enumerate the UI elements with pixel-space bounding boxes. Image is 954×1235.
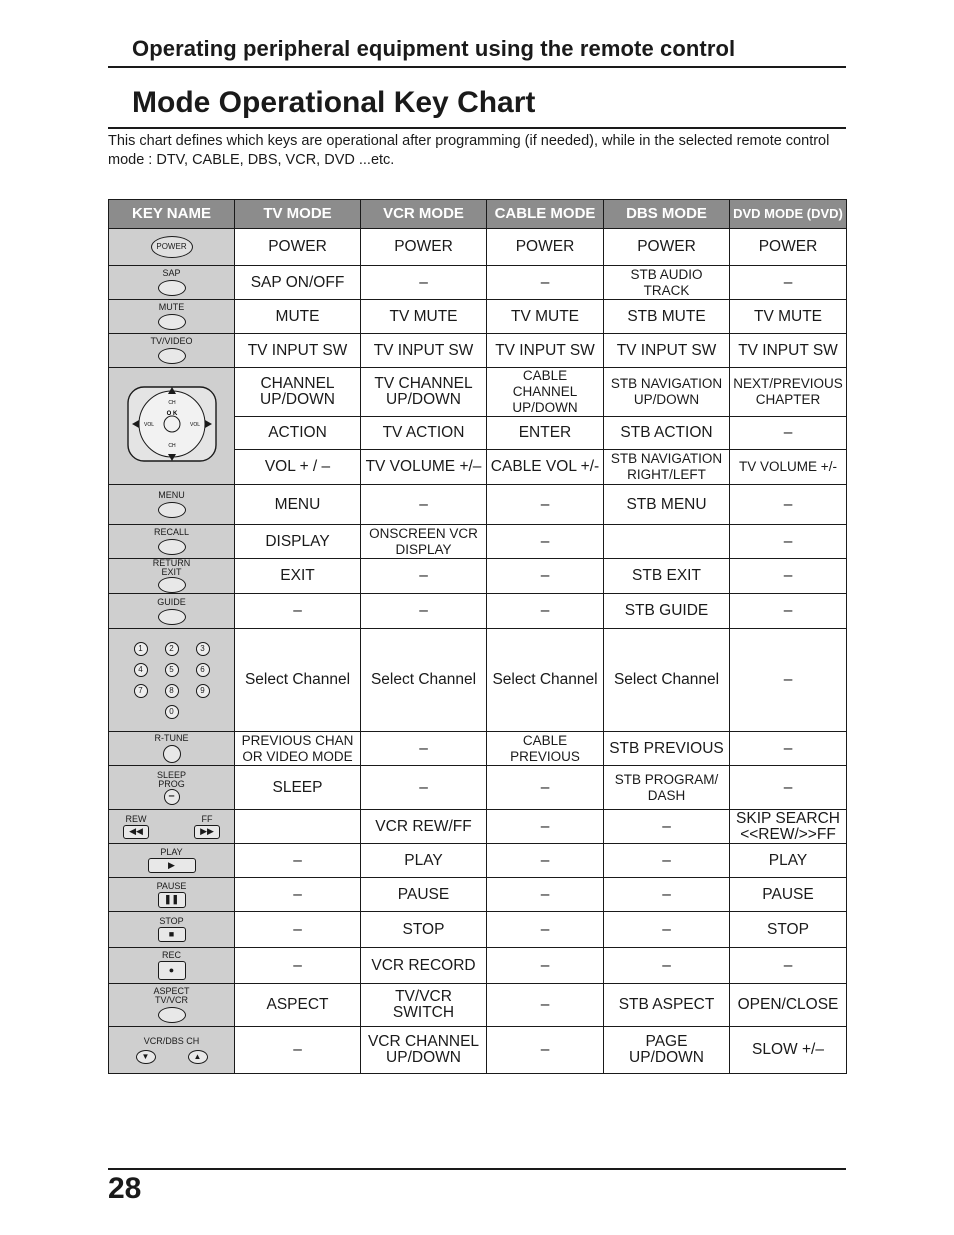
oval-button-icon	[158, 539, 186, 555]
rewind-icon: ◀◀	[123, 825, 149, 839]
table-row	[109, 485, 847, 525]
col-cable-mode: CABLE MODE	[487, 200, 604, 229]
table-cell: –	[361, 732, 487, 766]
key-sap	[109, 266, 235, 300]
table-cell: CABLE VOL +/-	[487, 450, 604, 485]
number-key: 5	[165, 663, 179, 677]
table-cell: –	[487, 878, 604, 912]
table-cell: –	[730, 485, 847, 525]
table-cell: –	[361, 485, 487, 525]
table-cell: STB ASPECT	[604, 984, 730, 1027]
oval-button-icon	[158, 1007, 186, 1023]
table-cell: –	[604, 810, 730, 844]
fast-forward-icon: ▶▶	[194, 825, 220, 839]
power-button-icon: POWER	[151, 236, 193, 258]
table-cell: CABLE PREVIOUS	[487, 732, 604, 766]
table-cell: –	[487, 912, 604, 948]
key-recall	[109, 525, 235, 559]
table-cell: –	[730, 732, 847, 766]
col-dvd-mode: DVD MODE (DVD)	[730, 200, 847, 229]
table-row	[109, 766, 847, 810]
table-cell: Select Channel	[235, 629, 361, 732]
table-cell: –	[730, 559, 847, 594]
round-button-icon	[163, 745, 181, 763]
key-rew-ff	[109, 810, 235, 844]
table-cell: TV VOLUME +/-	[730, 450, 847, 485]
play-icon: ▶	[148, 858, 196, 873]
table-cell: PAUSE	[730, 878, 847, 912]
header-row	[109, 200, 847, 229]
number-key: 7	[134, 684, 148, 698]
key-label: R-TUNE	[154, 733, 189, 743]
table-cell: –	[361, 766, 487, 810]
table-cell: NEXT/PREVIOUS CHAPTER	[730, 368, 847, 417]
table-row	[109, 912, 847, 948]
table-cell: –	[487, 485, 604, 525]
key-guide	[109, 594, 235, 629]
table-cell: ENTER	[487, 417, 604, 450]
table-row	[109, 732, 847, 766]
table-cell: –	[487, 559, 604, 594]
table-cell: Select Channel	[487, 629, 604, 732]
key-navigation-pad	[109, 368, 235, 485]
intro-text: This chart defines which keys are operational after programming (if needed), while in the selected remote control mode : DTV, CABLE, DBS, VCR, DVD ...etc.	[108, 133, 830, 168]
key-chart-table	[108, 199, 847, 1074]
table-cell: STB MENU	[604, 485, 730, 525]
key-number-pad	[109, 629, 235, 732]
record-icon: ●	[158, 961, 186, 980]
number-key: 3	[196, 642, 210, 656]
table-cell: STB GUIDE	[604, 594, 730, 629]
table-cell: –	[730, 629, 847, 732]
key-label: SLEEP	[156, 769, 187, 780]
key-tv-video	[109, 334, 235, 368]
table-cell: STB AUDIO TRACK	[604, 266, 730, 300]
col-key-name: KEY NAME	[109, 200, 235, 229]
key-menu	[109, 485, 235, 525]
number-key: 2	[165, 642, 179, 656]
number-key: 4	[134, 663, 148, 677]
key-r-tune	[109, 732, 235, 766]
key-label: STOP	[159, 916, 184, 926]
key-label: MUTE	[158, 302, 185, 312]
table-cell: –	[487, 525, 604, 559]
col-vcr-mode: VCR MODE	[361, 200, 487, 229]
table-cell: VCR RECORD	[361, 948, 487, 984]
table-cell: –	[361, 266, 487, 300]
pause-icon: ❚❚	[158, 892, 186, 908]
table-row	[109, 229, 847, 266]
table-cell: TV MUTE	[361, 300, 487, 334]
table-cell: –	[361, 559, 487, 594]
key-label: RETURN	[152, 558, 191, 568]
number-pad-icon	[134, 642, 210, 698]
key-label: EXIT	[161, 567, 182, 577]
table-cell: CABLE CHANNEL UP/DOWN	[487, 368, 604, 417]
table-cell: TV ACTION	[361, 417, 487, 450]
table-cell: –	[487, 984, 604, 1027]
table-cell: TV MUTE	[730, 300, 847, 334]
table-cell: –	[235, 948, 361, 984]
table-cell: STB PREVIOUS	[604, 732, 730, 766]
title-rule	[108, 127, 846, 129]
table-cell: –	[487, 844, 604, 878]
table-row	[109, 559, 847, 594]
table-cell: TV INPUT SW	[487, 334, 604, 368]
table-cell: ASPECT	[235, 984, 361, 1027]
number-key: 9	[196, 684, 210, 698]
key-label: PLAY	[160, 847, 183, 857]
table-cell: –	[604, 844, 730, 878]
table-cell: –	[730, 417, 847, 450]
key-sleep-prog	[109, 766, 235, 810]
table-cell: PAGE UP/DOWN	[604, 1027, 730, 1074]
key-label: TV/VIDEO	[150, 336, 193, 346]
table-cell: SAP ON/OFF	[235, 266, 361, 300]
table-cell: VCR CHANNEL UP/DOWN	[361, 1027, 487, 1074]
table-cell: PLAY	[730, 844, 847, 878]
table-row	[109, 878, 847, 912]
oval-button-icon	[158, 577, 186, 593]
oval-button-icon	[158, 280, 186, 296]
ok-label: O K	[166, 411, 177, 417]
col-dbs-mode: DBS MODE	[604, 200, 730, 229]
key-play	[109, 844, 235, 878]
stop-icon: ■	[158, 927, 186, 942]
table-cell: ONSCREEN VCR DISPLAY	[361, 525, 487, 559]
col-tv-mode: TV MODE	[235, 200, 361, 229]
number-key: 6	[196, 663, 210, 677]
table-cell: POWER	[487, 229, 604, 266]
key-label: SAP	[162, 268, 181, 278]
table-cell: ACTION	[235, 417, 361, 450]
table-row	[109, 1027, 847, 1074]
page-number: 28	[108, 1172, 142, 1205]
table-cell: TV INPUT SW	[604, 334, 730, 368]
section-rule	[108, 66, 846, 68]
table-cell: STB MUTE	[604, 300, 730, 334]
table-cell: STB ACTION	[604, 417, 730, 450]
table-cell: STB PROGRAM/ DASH	[604, 766, 730, 810]
key-label: RECALL	[153, 527, 189, 537]
number-key: 8	[165, 684, 179, 698]
table-cell: –	[487, 1027, 604, 1074]
table-cell: –	[730, 594, 847, 629]
table-cell: PREVIOUS CHAN OR VIDEO MODE	[235, 732, 361, 766]
table-cell: SLOW +/–	[730, 1027, 847, 1074]
table-row	[109, 334, 847, 368]
oval-button-icon	[158, 314, 186, 330]
table-cell: POWER	[235, 229, 361, 266]
channel-up-icon: ▲	[188, 1050, 208, 1064]
key-label: TV/VCR	[154, 995, 188, 1005]
table-cell: –	[235, 844, 361, 878]
key-label: VCR/DBS CH	[143, 1035, 200, 1046]
table-cell: –	[730, 525, 847, 559]
table-row	[109, 948, 847, 984]
table-row	[109, 629, 847, 732]
table-cell: –	[604, 912, 730, 948]
dash-button-icon: –	[164, 789, 180, 805]
table-cell: PLAY	[361, 844, 487, 878]
table-cell: TV CHANNEL UP/DOWN	[361, 368, 487, 417]
key-vcr-dbs-ch	[109, 1027, 235, 1074]
navigation-pad-icon	[122, 377, 222, 471]
table-cell: –	[487, 266, 604, 300]
key-return-exit	[109, 559, 235, 594]
table-cell: POWER	[361, 229, 487, 266]
table-cell: –	[730, 266, 847, 300]
footer-rule	[108, 1168, 846, 1170]
table-cell: SLEEP	[235, 766, 361, 810]
table-cell: –	[487, 810, 604, 844]
table-row	[109, 300, 847, 334]
channel-down-icon: ▼	[136, 1050, 156, 1064]
table-row	[109, 984, 847, 1027]
table-cell: MENU	[235, 485, 361, 525]
table-cell: –	[235, 878, 361, 912]
table-cell: Select Channel	[604, 629, 730, 732]
table-cell: STB NAVIGATION UP/DOWN	[604, 368, 730, 417]
key-pause	[109, 878, 235, 912]
table-cell: –	[487, 766, 604, 810]
table-cell: –	[235, 594, 361, 629]
table-cell: –	[487, 594, 604, 629]
oval-button-icon	[158, 502, 186, 518]
table-cell	[604, 525, 730, 559]
table-cell: EXIT	[235, 559, 361, 594]
table-cell: STB EXIT	[604, 559, 730, 594]
key-stop	[109, 912, 235, 948]
table-cell: VCR REW/FF	[361, 810, 487, 844]
table-row	[109, 844, 847, 878]
table-cell: TV INPUT SW	[361, 334, 487, 368]
table-cell: OPEN/CLOSE	[730, 984, 847, 1027]
table-cell: –	[604, 948, 730, 984]
vol-label-left: VOL	[143, 422, 154, 428]
number-key: 1	[134, 642, 148, 656]
table-cell: –	[235, 912, 361, 948]
ch-label: CH	[167, 400, 176, 406]
page-title: Mode Operational Key Chart	[132, 86, 536, 119]
table-cell: VOL + / –	[235, 450, 361, 485]
table-cell: STOP	[730, 912, 847, 948]
section-title: Operating peripheral equipment using the remote control	[132, 36, 736, 61]
table-cell: TV/VCR SWITCH	[361, 984, 487, 1027]
key-label: MENU	[158, 490, 185, 500]
table-cell: TV INPUT SW	[730, 334, 847, 368]
table-cell: –	[361, 594, 487, 629]
key-aspect-tvvcr	[109, 984, 235, 1027]
table-cell: –	[604, 878, 730, 912]
table-cell: –	[235, 1027, 361, 1074]
table-cell: POWER	[604, 229, 730, 266]
key-label: REC	[161, 950, 181, 960]
table-row	[109, 266, 847, 300]
table-row	[109, 368, 847, 417]
key-label: GUIDE	[157, 596, 186, 607]
oval-button-icon	[158, 609, 186, 625]
ch-label-bottom: CH	[167, 443, 176, 449]
key-label: REW	[125, 813, 147, 824]
key-power	[109, 229, 235, 266]
table-cell: CHANNEL UP/DOWN	[235, 368, 361, 417]
number-key: 0	[165, 705, 179, 719]
key-mute	[109, 300, 235, 334]
table-cell: TV VOLUME +/–	[361, 450, 487, 485]
key-label: PROG	[158, 778, 185, 789]
table-cell: –	[730, 766, 847, 810]
table-cell: SKIP SEARCH <<REW/>>FF	[730, 810, 847, 844]
table-cell	[235, 810, 361, 844]
table-cell: STB NAVIGATION RIGHT/LEFT	[604, 450, 730, 485]
key-label: ASPECT	[153, 986, 190, 996]
table-cell: Select Channel	[361, 629, 487, 732]
oval-button-icon	[158, 348, 186, 364]
table-row	[109, 810, 847, 844]
table-cell: TV MUTE	[487, 300, 604, 334]
table-cell: POWER	[730, 229, 847, 266]
table-cell: –	[487, 948, 604, 984]
table-row	[109, 525, 847, 559]
table-row	[109, 594, 847, 629]
table-cell: TV INPUT SW	[235, 334, 361, 368]
table-cell: DISPLAY	[235, 525, 361, 559]
key-label: PAUSE	[156, 880, 187, 891]
table-cell: STOP	[361, 912, 487, 948]
key-rec	[109, 948, 235, 984]
table-cell: –	[730, 948, 847, 984]
table-cell: MUTE	[235, 300, 361, 334]
vol-label-right: VOL	[189, 422, 200, 428]
table-cell: PAUSE	[361, 878, 487, 912]
key-label: FF	[201, 813, 213, 824]
